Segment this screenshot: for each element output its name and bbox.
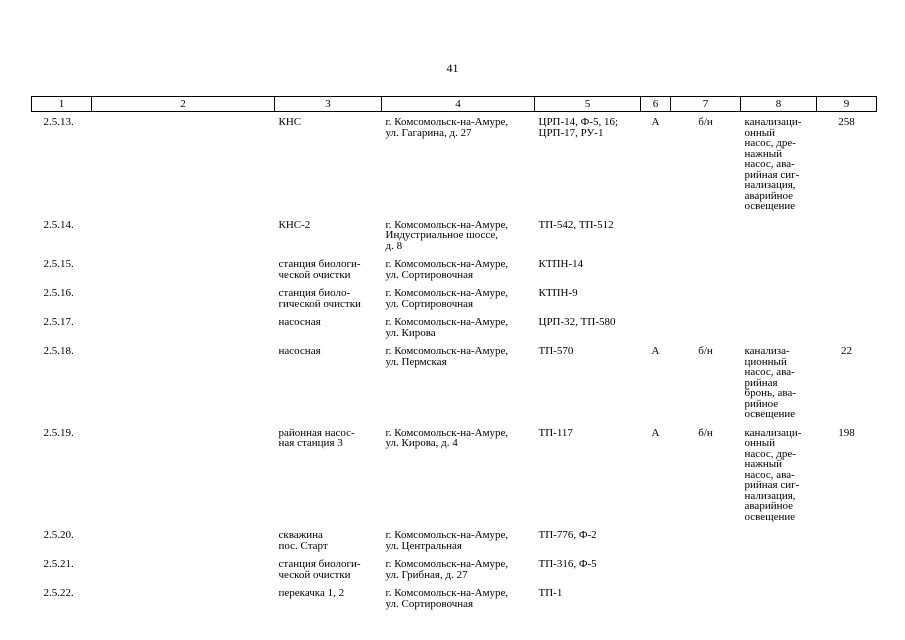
column-2-cell	[92, 554, 275, 583]
category-cell: А	[651, 345, 660, 357]
power-value-cell	[817, 215, 877, 255]
category-cell	[641, 554, 671, 583]
column-header: 6	[641, 97, 671, 112]
category-cell	[641, 283, 671, 312]
column-header: 3	[275, 97, 382, 112]
object-name-cell: районная насос- ная станция 3	[278, 426, 355, 449]
column-2-cell	[92, 112, 275, 215]
address-cell: г. Комсомольск-на-Амуре, ул. Центральная	[385, 529, 509, 552]
address-cell: г. Комсомольск-на-Амуре, ул. Кирова	[385, 316, 509, 339]
column-7-cell	[671, 525, 741, 554]
row-number-cell: 2.5.19.	[43, 426, 74, 439]
row-number-cell: 2.5.17.	[43, 316, 74, 328]
address-cell: г. Комсомольск-на-Амуре, ул. Гагарина, д. 27	[385, 116, 509, 139]
column-7-cell	[671, 215, 741, 255]
row-number-cell: 2.5.20.	[43, 529, 74, 541]
row-number-cell: 2.5.16.	[43, 287, 74, 299]
column-header: 8	[741, 97, 817, 112]
category-cell	[641, 312, 671, 341]
table-row	[32, 341, 877, 423]
row-number-cell: 2.5.18.	[43, 345, 74, 357]
power-value-cell: 22	[841, 345, 852, 357]
power-value-cell: 258	[838, 116, 855, 128]
equipment-cell	[741, 312, 817, 341]
object-name-cell: станция биоло- гической очистки	[278, 287, 361, 310]
column-7-cell	[671, 254, 741, 283]
table-row	[32, 312, 877, 341]
object-name-cell: станция биологи- ческой очистки	[278, 558, 361, 581]
power-source-cell: ТП-542, ТП-512	[538, 218, 614, 231]
equipment-cell: канализа- ционный насос, ава- рийная бронь, ава- рийное освещение	[744, 345, 796, 420]
object-name-cell: скважина пос. Старт	[278, 529, 328, 552]
power-source-cell: КТПН-9	[538, 287, 578, 299]
power-value-cell	[817, 254, 877, 283]
column-header: 4	[382, 97, 535, 112]
power-source-cell: ТП-117	[538, 426, 573, 439]
column-2-cell	[92, 341, 275, 423]
object-name-cell: КНС-2	[278, 218, 311, 231]
table-body	[32, 112, 877, 613]
column-7-cell	[671, 554, 741, 583]
power-value-cell: 198	[838, 426, 855, 439]
column-7-cell	[671, 583, 741, 612]
category-cell	[641, 525, 671, 554]
row-number-cell: 2.5.21.	[43, 558, 74, 570]
category-cell	[641, 254, 671, 283]
power-source-cell: ТП-570	[538, 345, 574, 357]
table-row	[32, 423, 877, 526]
column-header: 9	[817, 97, 877, 112]
column-header: 2	[92, 97, 275, 112]
column-2-cell	[92, 583, 275, 612]
equipment-cell	[741, 554, 817, 583]
table-row	[32, 525, 877, 554]
page-number: 41	[446, 61, 459, 75]
object-name-cell: перекачка 1, 2	[278, 587, 345, 599]
category-cell	[641, 215, 671, 255]
column-2-cell	[92, 215, 275, 255]
object-name-cell: КНС	[278, 116, 302, 128]
category-cell: А	[651, 116, 660, 128]
power-value-cell	[817, 525, 877, 554]
table-row	[32, 112, 877, 215]
address-cell: г. Комсомольск-на-Амуре, Индустриальное шоссе, д. 8	[385, 218, 509, 252]
power-value-cell	[817, 583, 877, 612]
equipment-cell: канализаци- онный насос, дре- нажный насос, ава- рийная сиг- нализация, аварийное освещение	[744, 426, 802, 523]
power-source-cell: ТП-316, Ф-5	[538, 558, 597, 570]
equipment-cell	[741, 254, 817, 283]
table-row	[32, 283, 877, 312]
equipment-cell: канализаци- онный насос, дре- нажный насос, ава- рийная сиг- нализация, аварийное освещение	[744, 116, 802, 212]
row-number-cell: 2.5.15.	[43, 258, 74, 270]
column-header: 5	[535, 97, 641, 112]
table-row	[32, 583, 877, 612]
column-header: 1	[32, 97, 92, 112]
column-7-cell: б/н	[698, 426, 713, 439]
power-source-cell: ТП-776, Ф-2	[538, 529, 597, 541]
data-table	[31, 96, 877, 612]
address-cell: г. Комсомольск-на-Амуре, ул. Кирова, д. 4	[385, 426, 509, 449]
object-name-cell: насосная	[278, 345, 321, 357]
row-number-cell: 2.5.14.	[43, 218, 74, 231]
equipment-cell	[741, 215, 817, 255]
power-source-cell: ТП-1	[538, 587, 563, 599]
column-2-cell	[92, 283, 275, 312]
address-cell: г. Комсомольск-на-Амуре, ул. Сортировочная	[385, 587, 509, 610]
column-7-cell	[671, 312, 741, 341]
object-name-cell: станция биологи- ческой очистки	[278, 258, 361, 281]
equipment-cell	[741, 525, 817, 554]
address-cell: г. Комсомольск-на-Амуре, ул. Сортировочная	[385, 258, 509, 281]
table-row	[32, 215, 877, 255]
table-row	[32, 554, 877, 583]
category-cell: А	[651, 426, 660, 439]
address-cell: г. Комсомольск-на-Амуре, ул. Грибная, д. 27	[385, 558, 509, 581]
column-2-cell	[92, 423, 275, 526]
column-2-cell	[92, 254, 275, 283]
object-name-cell: насосная	[278, 316, 321, 328]
row-number-cell: 2.5.13.	[43, 116, 74, 128]
power-value-cell	[817, 312, 877, 341]
power-source-cell: ЦРП-32, ТП-580	[538, 316, 616, 328]
row-number-cell: 2.5.22.	[43, 587, 74, 599]
address-cell: г. Комсомольск-на-Амуре, ул. Пермская	[385, 345, 509, 368]
column-7-cell	[671, 283, 741, 312]
power-source-cell: КТПН-14	[538, 258, 584, 270]
header-row	[32, 97, 877, 112]
column-header: 7	[671, 97, 741, 112]
column-2-cell	[92, 525, 275, 554]
power-value-cell	[817, 554, 877, 583]
address-cell: г. Комсомольск-на-Амуре, ул. Сортировочная	[385, 287, 509, 310]
equipment-cell	[741, 283, 817, 312]
power-value-cell	[817, 283, 877, 312]
power-source-cell: ЦРП-14, Ф-5, 16; ЦРП-17, РУ-1	[538, 116, 619, 139]
column-7-cell: б/н	[698, 116, 713, 128]
category-cell	[641, 583, 671, 612]
table-row	[32, 254, 877, 283]
column-2-cell	[92, 312, 275, 341]
equipment-cell	[741, 583, 817, 612]
column-7-cell: б/н	[698, 345, 713, 357]
